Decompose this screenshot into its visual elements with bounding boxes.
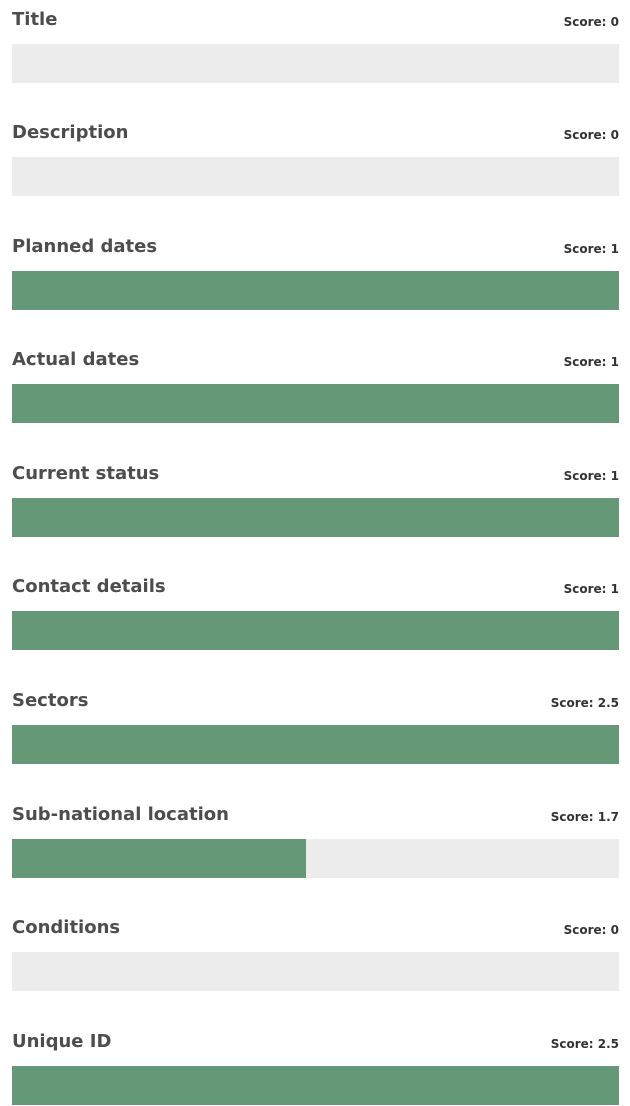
score-item-actual-dates <box>12 348 619 424</box>
score-value: Score: 1 <box>563 242 619 256</box>
score-bar-track <box>12 384 619 423</box>
score-item-header <box>12 348 619 376</box>
score-value: Score: 0 <box>563 128 619 142</box>
score-value: Score: 2.5 <box>550 1037 619 1051</box>
score-item-label: Title <box>12 9 58 30</box>
score-item-header <box>12 1030 619 1058</box>
score-item-label: Contact details <box>12 576 166 597</box>
score-item-header <box>12 916 619 944</box>
score-bar-track <box>12 1066 619 1105</box>
score-value: Score: 0 <box>563 923 619 937</box>
score-bar-fill <box>12 1066 619 1105</box>
score-item-header <box>12 8 619 36</box>
score-item-label: Description <box>12 122 129 143</box>
score-bar-track <box>12 611 619 650</box>
score-item-sectors <box>12 689 619 765</box>
score-item-label: Planned dates <box>12 236 158 257</box>
score-item-header <box>12 803 619 831</box>
score-value: Score: 1 <box>563 469 619 483</box>
score-bar-track <box>12 271 619 310</box>
score-item-header <box>12 575 619 603</box>
score-item-header <box>12 235 619 263</box>
score-item-conditions <box>12 916 619 992</box>
score-value: Score: 0 <box>563 15 619 29</box>
score-item-description <box>12 121 619 197</box>
score-item-label: Sectors <box>12 690 89 711</box>
score-bar-track <box>12 952 619 991</box>
score-item-label: Sub-national location <box>12 804 229 825</box>
score-item-title <box>12 8 619 84</box>
score-item-contact-details <box>12 575 619 651</box>
score-item-header <box>12 462 619 490</box>
score-bar-fill <box>12 384 619 423</box>
score-item-label: Current status <box>12 463 160 484</box>
score-value: Score: 2.5 <box>550 696 619 710</box>
score-item-header <box>12 689 619 717</box>
score-value: Score: 1 <box>563 355 619 369</box>
score-bar-fill <box>12 611 619 650</box>
score-item-label: Unique ID <box>12 1031 112 1052</box>
score-bar-fill <box>12 839 306 878</box>
score-item-sub-national-location <box>12 803 619 879</box>
score-bar-fill <box>12 498 619 537</box>
score-item-current-status <box>12 462 619 538</box>
score-bar-track <box>12 839 619 878</box>
score-item-planned-dates <box>12 235 619 311</box>
score-bar-track <box>12 44 619 83</box>
score-item-label: Conditions <box>12 917 121 938</box>
score-bar-fill <box>12 725 619 764</box>
score-bar-fill <box>12 271 619 310</box>
score-bar-track <box>12 157 619 196</box>
score-item-label: Actual dates <box>12 349 140 370</box>
score-value: Score: 1 <box>563 582 619 596</box>
score-value: Score: 1.7 <box>550 810 619 824</box>
score-bar-track <box>12 498 619 537</box>
score-item-header <box>12 121 619 149</box>
score-bar-track <box>12 725 619 764</box>
